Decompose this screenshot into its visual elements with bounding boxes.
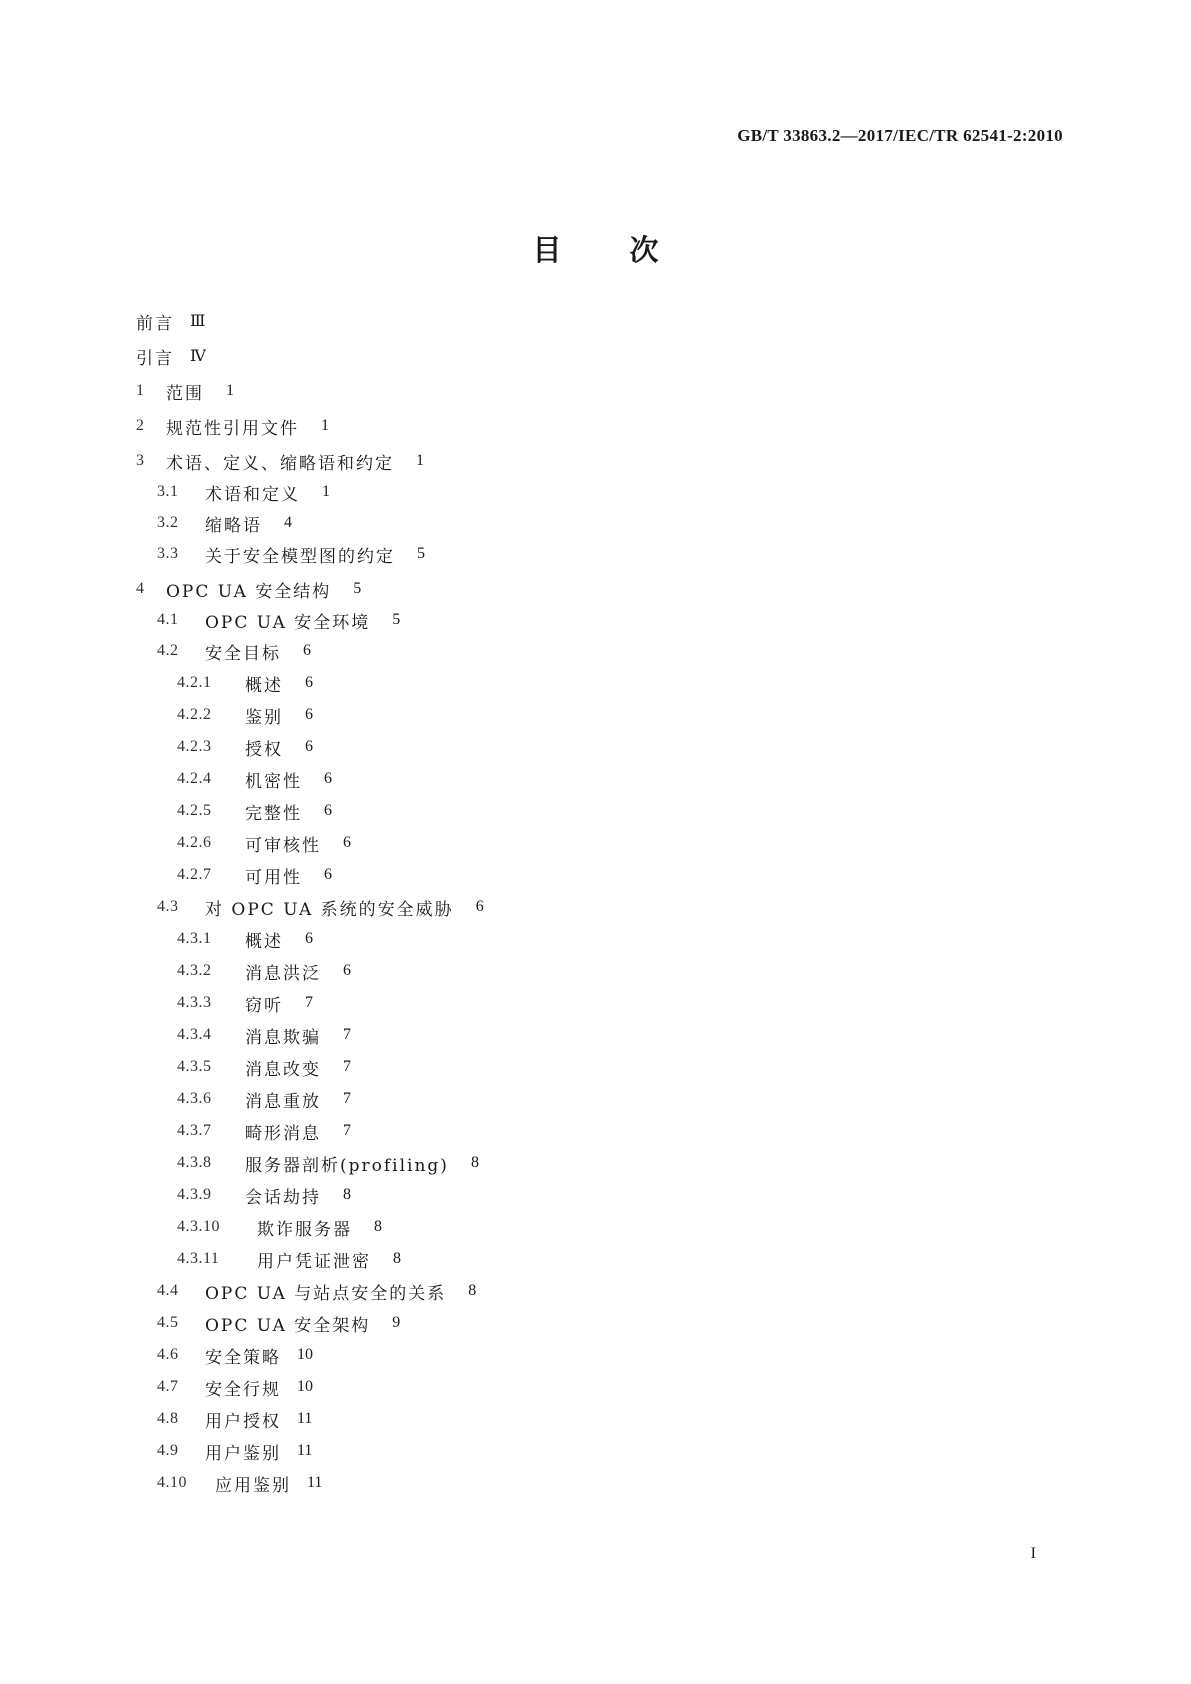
toc-entry-number: 2 xyxy=(136,417,145,434)
toc-entry-number: 3.3 xyxy=(157,545,179,562)
toc-entry-page: 10 xyxy=(297,1346,313,1363)
toc-entry-page: 7 xyxy=(343,1090,351,1107)
toc-entry-title: 术语和定义 xyxy=(205,484,300,505)
toc-entry-title: OPC UA 安全架构 xyxy=(205,1315,371,1336)
toc-entry-page: 5 xyxy=(417,545,425,562)
toc-entry-number: 4.2.6 xyxy=(177,834,212,851)
toc-entry-number: 4.3.10 xyxy=(177,1218,220,1235)
toc-entry-title: 可审核性 xyxy=(245,835,321,856)
toc-entry-title: OPC UA 与站点安全的关系 xyxy=(205,1283,447,1304)
toc-entry-title: 引言 xyxy=(136,348,174,369)
toc-entry-title: 前言 xyxy=(136,313,174,334)
toc-entry-number: 4.8 xyxy=(157,1410,179,1427)
toc-entry-title: 授权 xyxy=(245,739,283,760)
toc-entry-title: 关于安全模型图的约定 xyxy=(205,546,395,567)
toc-entry-title: 安全策略 xyxy=(205,1347,281,1368)
toc-entry-title: OPC UA 安全环境 xyxy=(205,612,371,633)
toc-entry-title: 消息欺骗 xyxy=(245,1027,321,1048)
toc-entry-number: 4.2.2 xyxy=(177,706,212,723)
toc-entry-number: 4.3.2 xyxy=(177,962,212,979)
page-title: 目 次 xyxy=(532,233,659,267)
toc-entry-page: 7 xyxy=(343,1122,351,1139)
toc-entry-page: 6 xyxy=(343,962,351,979)
toc-entry-number: 4.2.3 xyxy=(177,738,212,755)
toc-entry-page: 7 xyxy=(305,994,313,1011)
toc-entry-title: OPC UA 安全结构 xyxy=(166,581,332,602)
toc-entry-number: 4.3.6 xyxy=(177,1090,212,1107)
toc-entry-page: 6 xyxy=(324,770,332,787)
toc-entry-page: 6 xyxy=(305,674,313,691)
toc-entry-number: 1 xyxy=(136,382,145,399)
toc-entry-page: 7 xyxy=(343,1058,351,1075)
toc-entry-title: 术语、定义、缩略语和约定 xyxy=(166,453,394,474)
toc-entry-page: 5 xyxy=(392,611,401,628)
toc-entry-number: 4.3.11 xyxy=(177,1250,220,1267)
toc-entry-title: 消息改变 xyxy=(245,1059,321,1080)
toc-entry-number: 4.3.5 xyxy=(177,1058,212,1075)
toc-entry-number: 4.9 xyxy=(157,1442,179,1459)
toc-entry-page: 6 xyxy=(324,866,332,883)
toc-entry-title: 用户授权 xyxy=(205,1411,281,1432)
toc-entry-page: 10 xyxy=(297,1378,313,1395)
toc-entry-number: 3.2 xyxy=(157,514,179,531)
toc-entry-title: 完整性 xyxy=(245,803,302,824)
toc-entry-title: 机密性 xyxy=(245,771,302,792)
toc-entry-page: 1 xyxy=(322,483,330,500)
toc-entry-page: 9 xyxy=(392,1314,401,1331)
toc-entry-number: 3.1 xyxy=(157,483,179,500)
toc-entry-title: 对 OPC UA 系统的安全威胁 xyxy=(205,899,454,920)
standard-code-header: GB/T 33863.2—2017/IEC/TR 62541-2:2010 xyxy=(737,126,1063,145)
toc-entry-number: 4.2 xyxy=(157,642,179,659)
page-number: I xyxy=(1030,1545,1036,1562)
toc-entry-title: 窃听 xyxy=(245,995,283,1016)
toc-entry-page: 6 xyxy=(305,738,313,755)
toc-entry-page: 6 xyxy=(305,930,313,947)
toc-entry-title: 用户凭证泄密 xyxy=(257,1251,371,1272)
toc-entry-page: 4 xyxy=(284,514,292,531)
toc-entry-title: 服务器剖析(profiling) xyxy=(245,1155,449,1176)
toc-entry-page: Ⅳ xyxy=(190,348,206,365)
toc-entry-page: 11 xyxy=(307,1474,323,1491)
toc-entry-number: 4.3.4 xyxy=(177,1026,212,1043)
toc-entry-number: 3 xyxy=(136,452,145,469)
toc-entry-title: 会话劫持 xyxy=(245,1187,321,1208)
toc-entry-page: 6 xyxy=(343,834,351,851)
toc-entry-number: 4 xyxy=(136,580,145,597)
toc-entry-page: 8 xyxy=(374,1218,382,1235)
toc-entry-number: 4.7 xyxy=(157,1378,179,1395)
toc-entry-page: 8 xyxy=(343,1186,351,1203)
toc-entry-number: 4.5 xyxy=(157,1314,179,1331)
toc-entry-title: 欺诈服务器 xyxy=(257,1219,352,1240)
toc-entry-number: 4.3 xyxy=(157,898,179,915)
toc-entry-title: 用户鉴别 xyxy=(205,1443,281,1464)
toc-entry-title: 可用性 xyxy=(245,867,302,888)
toc-entry-page: 6 xyxy=(303,642,311,659)
toc-entry-page: 1 xyxy=(321,417,329,434)
toc-entry-page: 8 xyxy=(393,1250,401,1267)
toc-entry-title: 安全行规 xyxy=(205,1379,281,1400)
toc-entry-page: Ⅲ xyxy=(190,313,206,330)
toc-entry-number: 4.3.7 xyxy=(177,1122,212,1139)
toc-entry-page: 5 xyxy=(353,580,362,597)
toc-entry-number: 4.2.4 xyxy=(177,770,212,787)
toc-entry-title: 范围 xyxy=(166,383,204,404)
toc-entry-page: 6 xyxy=(324,802,332,819)
toc-entry-page: 1 xyxy=(416,452,424,469)
toc-entry-number: 4.10 xyxy=(157,1474,187,1491)
toc-entry-number: 4.3.9 xyxy=(177,1186,212,1203)
toc-entry-number: 4.1 xyxy=(157,611,179,628)
toc-entry-title: 概述 xyxy=(245,931,283,952)
toc-entry-title: 消息重放 xyxy=(245,1091,321,1112)
toc-entry-number: 4.2.5 xyxy=(177,802,212,819)
toc-entry-title: 缩略语 xyxy=(205,515,262,536)
toc-entry-page: 1 xyxy=(226,382,234,399)
toc-entry-number: 4.2.7 xyxy=(177,866,212,883)
toc-entry-title: 规范性引用文件 xyxy=(166,418,299,439)
toc-entry-number: 4.6 xyxy=(157,1346,179,1363)
toc-entry-title: 概述 xyxy=(245,675,283,696)
toc-entry-page: 11 xyxy=(297,1410,313,1427)
toc-entry-title: 安全目标 xyxy=(205,643,281,664)
toc-entry-page: 8 xyxy=(470,1154,479,1171)
toc-entry-page: 7 xyxy=(343,1026,351,1043)
toc-entry-title: 应用鉴别 xyxy=(215,1475,291,1496)
toc-entry-title: 鉴别 xyxy=(245,707,283,728)
toc-entry-title: 畸形消息 xyxy=(245,1123,321,1144)
toc-entry-title: 消息洪泛 xyxy=(245,963,321,984)
toc-entry-page: 6 xyxy=(475,898,484,915)
toc-entry-number: 4.2.1 xyxy=(177,674,212,691)
toc-entry-number: 4.3.3 xyxy=(177,994,212,1011)
toc-entry-page: 8 xyxy=(468,1282,477,1299)
toc-entry-page: 11 xyxy=(297,1442,313,1459)
toc-entry-number: 4.3.1 xyxy=(177,930,212,947)
toc-entry-page: 6 xyxy=(305,706,313,723)
toc-entry-number: 4.4 xyxy=(157,1282,179,1299)
toc-entry-number: 4.3.8 xyxy=(177,1154,212,1171)
